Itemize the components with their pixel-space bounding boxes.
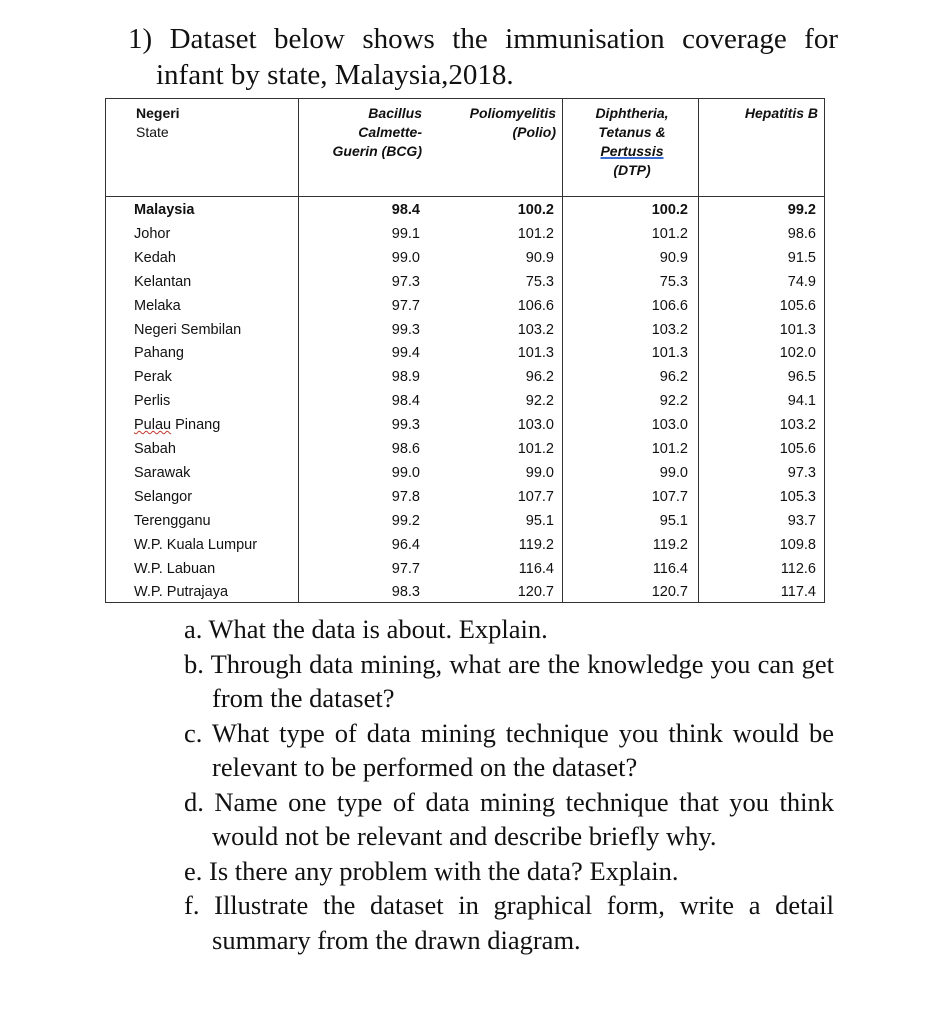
cell-dtp: 107.7 — [651, 488, 688, 505]
cell-polio: 95.1 — [525, 512, 554, 529]
state-name: Perak — [134, 369, 172, 386]
table-row — [106, 224, 824, 248]
cell-dtp: 116.4 — [652, 560, 688, 577]
subquestion-item: e. Is there any problem with the data? Explain. — [184, 855, 679, 886]
question-title-line2: infant by state, Malaysia,2018. — [156, 59, 514, 91]
cell-hepb: 117.4 — [780, 584, 816, 601]
state-name: Pulau Pinang — [134, 417, 221, 434]
cell-bcg: 97.3 — [391, 273, 420, 290]
cell-polio: 119.2 — [518, 536, 554, 553]
cell-dtp: 120.7 — [651, 584, 688, 601]
state-name: W.P. Kuala Lumpur — [134, 536, 258, 553]
cell-polio: 96.2 — [525, 369, 554, 386]
table-row — [106, 463, 824, 487]
cell-dtp: 95.1 — [659, 512, 688, 529]
table-row — [106, 391, 824, 415]
cell-dtp: 90.9 — [659, 249, 688, 266]
cell-hepb: 109.8 — [779, 536, 816, 553]
cell-bcg: 98.9 — [391, 369, 420, 386]
cell-hepb: 102.0 — [779, 345, 816, 362]
cell-bcg: 99.3 — [391, 417, 420, 434]
cell-hepb: 98.6 — [787, 225, 816, 242]
table-row — [106, 487, 824, 511]
table-row — [106, 200, 824, 224]
cell-bcg: 99.0 — [391, 249, 420, 266]
header-dtp: Diphtheria, Tetanus & Pertussis (DTP) — [595, 105, 669, 178]
cell-hepb: 103.2 — [779, 417, 816, 434]
cell-polio: 101.2 — [517, 225, 554, 242]
header-polio: Poliomyelitis (Polio) — [469, 105, 556, 140]
state-name: Kelantan — [134, 273, 192, 290]
cell-bcg: 96.4 — [391, 536, 420, 553]
cell-hepb: 105.3 — [779, 488, 816, 505]
subquestion-item: b. Through data mining, what are the knowledge you can get from the dataset? — [184, 648, 834, 713]
cell-hepb: 105.6 — [779, 297, 816, 314]
cell-bcg: 99.1 — [391, 225, 420, 242]
state-name: W.P. Labuan — [134, 560, 216, 577]
table-row — [106, 296, 824, 320]
state-name: Perlis — [134, 393, 171, 410]
cell-hepb: 97.3 — [787, 464, 816, 481]
subquestion-item: c. What type of data mining technique you think would be relevant to be performed on the dataset? — [184, 717, 834, 782]
state-name: Sabah — [134, 441, 176, 457]
cell-hepb: 99.2 — [787, 202, 816, 218]
cell-bcg: 98.6 — [391, 441, 420, 457]
subquestion-item: f. Illustrate the dataset in graphical form, write a detail summary from the drawn diagram. — [184, 890, 834, 955]
cell-bcg: 98.3 — [391, 584, 420, 601]
table-row — [106, 367, 824, 391]
cell-polio: 103.2 — [517, 321, 554, 338]
cell-dtp: 100.2 — [651, 202, 688, 218]
cell-dtp: 101.2 — [651, 225, 688, 242]
cell-bcg: 97.7 — [391, 297, 420, 314]
subquestion-item: a. What the data is about. Explain. — [184, 614, 548, 644]
cell-hepb: 91.5 — [787, 249, 816, 266]
cell-polio: 90.9 — [525, 249, 554, 266]
state-name: Kedah — [134, 249, 176, 266]
cell-dtp: 103.2 — [651, 321, 688, 338]
cell-polio: 101.2 — [517, 441, 554, 457]
subquestion-item: d. Name one type of data mining technique that you think would not be relevant and describe briefly why. — [184, 786, 834, 851]
state-name: Malaysia — [134, 202, 195, 218]
cell-hepb: 96.5 — [787, 369, 816, 386]
cell-polio: 107.7 — [517, 488, 554, 505]
table-row — [106, 272, 824, 296]
cell-dtp: 101.2 — [651, 441, 688, 457]
cell-hepb: 112.6 — [780, 560, 816, 577]
cell-polio: 116.4 — [518, 560, 554, 577]
cell-polio: 106.6 — [517, 297, 554, 314]
cell-bcg: 98.4 — [391, 393, 420, 410]
cell-hepb: 74.9 — [787, 273, 816, 290]
state-name: Johor — [134, 225, 171, 242]
cell-hepb: 94.1 — [787, 393, 816, 410]
table-row — [106, 415, 824, 439]
cell-polio: 103.0 — [517, 417, 554, 434]
table-row — [106, 559, 824, 583]
cell-dtp: 106.6 — [651, 297, 688, 314]
state-name: Terengganu — [134, 512, 211, 529]
table-row — [106, 248, 824, 272]
table-row — [106, 320, 824, 344]
cell-bcg: 98.4 — [391, 202, 420, 218]
cell-dtp: 75.3 — [659, 273, 688, 290]
cell-dtp: 101.3 — [651, 345, 688, 362]
table-row — [106, 582, 824, 606]
state-name: W.P. Putrajaya — [134, 584, 229, 601]
question-title-line1: 1) Dataset below shows the immunisation coverage for — [128, 23, 838, 55]
table-row — [106, 511, 824, 535]
cell-dtp: 99.0 — [659, 464, 688, 481]
immunisation-table — [105, 98, 825, 603]
state-name: Melaka — [134, 297, 181, 314]
cell-polio: 101.3 — [517, 345, 554, 362]
cell-polio: 99.0 — [525, 464, 554, 481]
cell-bcg: 99.2 — [391, 512, 420, 529]
state-name: Selangor — [134, 488, 193, 505]
cell-hepb: 101.3 — [779, 321, 816, 338]
state-name: Pahang — [134, 345, 184, 362]
header-state: Negeri State — [136, 105, 180, 140]
table-row — [106, 343, 824, 367]
cell-polio: 100.2 — [517, 202, 554, 218]
cell-dtp: 103.0 — [651, 417, 688, 434]
cell-bcg: 99.0 — [391, 464, 420, 481]
cell-hepb: 93.7 — [787, 512, 816, 529]
state-name: Negeri Sembilan — [134, 321, 242, 338]
cell-polio: 92.2 — [525, 393, 554, 410]
header-hepb: Hepatitis B — [744, 105, 818, 121]
cell-polio: 75.3 — [525, 273, 554, 290]
cell-bcg: 97.7 — [391, 560, 420, 577]
state-name: Sarawak — [134, 464, 191, 481]
cell-dtp: 96.2 — [659, 369, 688, 386]
cell-bcg: 99.3 — [391, 321, 420, 338]
cell-dtp: 92.2 — [659, 393, 688, 410]
cell-bcg: 97.8 — [391, 488, 420, 505]
subquestion-list — [184, 612, 834, 957]
cell-polio: 120.7 — [517, 584, 554, 601]
header-bcg: Bacillus Calmette- Guerin (BCG) — [332, 105, 422, 159]
cell-bcg: 99.4 — [391, 345, 420, 362]
cell-dtp: 119.2 — [652, 536, 688, 553]
header-divider — [106, 196, 824, 197]
table-row — [106, 439, 824, 463]
cell-hepb: 105.6 — [779, 441, 816, 457]
table-row — [106, 535, 824, 559]
